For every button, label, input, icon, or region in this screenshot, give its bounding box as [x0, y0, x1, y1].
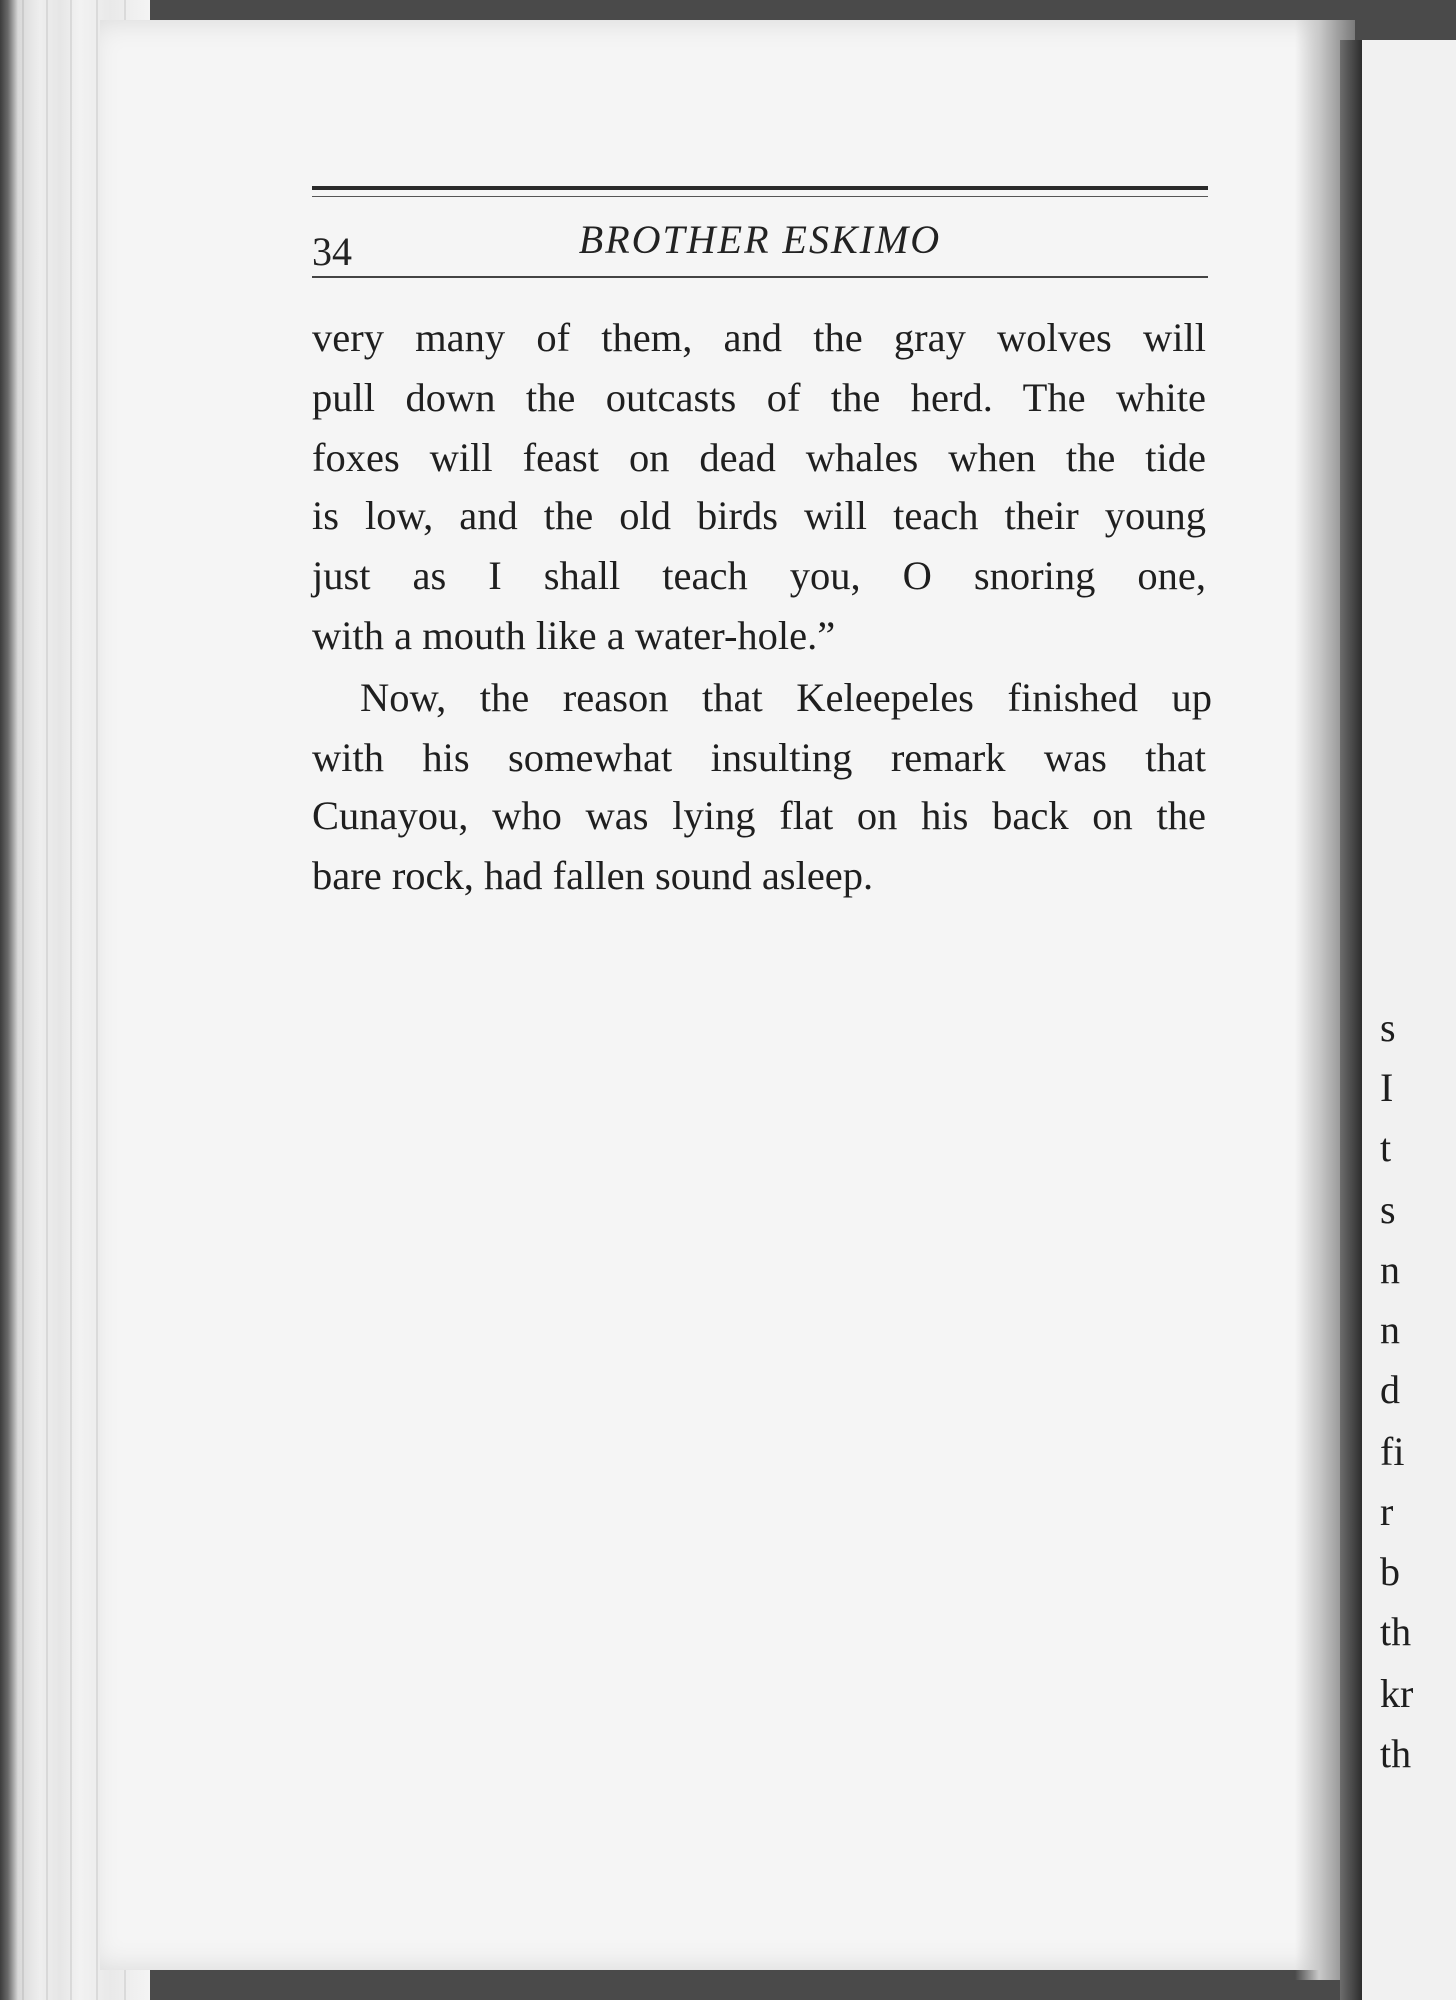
- header-rule-thick: [312, 186, 1208, 190]
- facing-page-fragment: n: [1380, 1307, 1400, 1352]
- text-line: is low, and the old birds will teach their young: [312, 493, 1206, 538]
- facing-page-fragment: I: [1380, 1065, 1394, 1110]
- text-line: very many of them, and the gray wolves will: [312, 315, 1206, 360]
- facing-page-fragment: fi: [1380, 1429, 1405, 1474]
- text-line: just as I shall teach you, O snoring one,: [312, 553, 1206, 598]
- text-line: Now, the reason that Keleepeles finished up: [360, 675, 1212, 720]
- page-number: 34: [312, 229, 352, 274]
- facing-page-fragment: t: [1380, 1125, 1392, 1170]
- facing-page-fragment: th: [1380, 1731, 1412, 1776]
- running-head: BROTHER ESKIMO: [578, 217, 942, 262]
- book-gutter: [1340, 40, 1362, 2000]
- facing-page: [1362, 40, 1456, 2000]
- facing-page-fragment: r: [1380, 1489, 1394, 1534]
- text-line: with a mouth like a water-hole.”: [312, 613, 836, 658]
- facing-page-fragment: d: [1380, 1367, 1400, 1412]
- text-line: foxes will feast on dead whales when the tide: [312, 435, 1206, 480]
- text-line: bare rock, had fallen sound asleep.: [312, 853, 874, 898]
- text-line: pull down the outcasts of the herd. The white: [312, 375, 1206, 420]
- facing-page-fragment: b: [1380, 1549, 1400, 1594]
- facing-page-fragment: n: [1380, 1247, 1400, 1292]
- text-line: Cunayou, who was lying flat on his back on the: [312, 793, 1206, 838]
- facing-page-fragment: s: [1380, 1005, 1396, 1050]
- header-rule-thin: [312, 196, 1208, 197]
- facing-page-fragment: s: [1380, 1187, 1396, 1232]
- header-rule-bottom: [312, 276, 1208, 278]
- facing-page-fragment: kr: [1380, 1671, 1414, 1716]
- book-page: [100, 20, 1340, 1970]
- facing-page-fragment: th: [1380, 1609, 1412, 1654]
- text-line: with his somewhat insulting remark was that: [312, 735, 1206, 780]
